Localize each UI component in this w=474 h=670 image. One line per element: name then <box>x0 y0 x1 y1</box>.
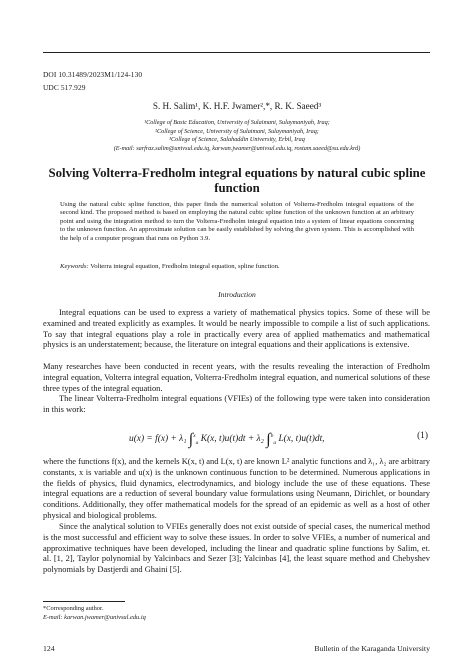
paragraph-1: Integral equations can be used to express a variety of mathematical physics topics. Some of these will be examined and treated explicitly as examples. It would be nearly impossible to compile a list of such applications. To say that integral equations play a role in practically every area of applied mathematics and mathematical physics is an understatement; because, the literature on integral equations and their applications is extensive. <box>43 307 430 350</box>
equation-lhs: u(x) = f(x) + λ₁ <box>129 434 187 444</box>
affiliation-2: ²College of Science, University of Sulaimani, Sulaymaniyah, Iraq; <box>155 127 319 135</box>
equation-term-1: K(x, t)u(t)dt + λ₂ <box>200 434 264 444</box>
keywords-label: Keywords: <box>60 263 89 270</box>
upper-limit-2: b <box>270 432 274 439</box>
paper-title: Solving Volterra-Fredholm integral equations by natural cubic spline function <box>48 166 426 195</box>
section-heading: Introduction <box>218 290 256 299</box>
affiliation-3: ³College of Science, Salahaddin University, Erbil, Iraq <box>169 136 305 143</box>
paragraph-3: The linear Volterra-Fredholm integral equations (VFIEs) of the following type were taken into consideration in this work: <box>43 393 430 414</box>
doi: DOI 10.31489/2023M1/124-130 <box>43 70 143 79</box>
integral-sign-1: ∫ <box>188 431 194 448</box>
paragraph-2: Many researches have been conducted in recent years, with the results revealing the interaction of Fredholm integral equation, Volterra integral equation, Volterra-Fredholm integral equation, and numerical solutions of these three types of the integral equation. <box>43 361 430 393</box>
footnote-rule <box>43 601 125 602</box>
equation-term-2: L(x, t)u(t)dt, <box>278 434 325 444</box>
equation-1 <box>43 422 430 452</box>
paragraph-5: Since the analytical solution to VFIEs generally does not exist outside of special cases, the numerical method is the most successful and efficient way to solve these issues. In order to solve VFIEs, a number of numerical and approximative techniques have been developed, including the linear and quadratic spline functions by Salim, et. al. [1, 2], Taylor polynomial by Yalcinbacs and Sezer [3]; Yalcinbas [4], the least square method and Chebyshev polynomials by Dastjerdi and Ghaini [5]. <box>43 521 430 575</box>
affiliation-1: ¹College of Basic Education, University of Sulaimani, Sulaymaniyah, Iraq; <box>144 119 330 126</box>
page-number: 124 <box>43 644 55 653</box>
udc: UDC 517.929 <box>43 83 86 92</box>
journal-name: Bulletin of the Karaganda University <box>314 644 430 653</box>
equation-number: (1) <box>417 431 428 441</box>
footnote-corresponding: *Corresponding author. <box>43 605 104 612</box>
integral-sign-2: ∫ <box>266 431 271 448</box>
keywords-text: Volterra integral equation, Fredholm integral equation, spline function. <box>88 263 280 270</box>
lower-limit-1: a <box>195 439 199 446</box>
keywords <box>60 263 414 270</box>
author-emails: (E-mail: sarfraz.salim@univsul.edu.iq, karwan.jwamer@univsul.edu.iq, rostam.saeed@su.edu.krd) <box>113 144 361 152</box>
equation-formula <box>129 431 325 449</box>
footnote-email: E-mail: karwan.jwamer@univsul.edu.iq <box>43 614 146 621</box>
paragraph-4: where the functions f(x), and the kernels K(x, t) and L(x, t) are known L² analytic functions and λ₁, λ₂ are arbitrary constants, x is variable and u(x) is the unknown continuous function to be determined. Numerous applications in the fields of physics, fluid dynamics, electrodynamics, and biology include the use of these equations. These integral equations are a reduction of several boundary value formulations using Neumann, Dirichlet, or boundary conditions. Additionally, they offer mathematical models for the spread of an epidemic as well as a host of other physical and biological problems. <box>43 456 431 520</box>
abstract: Using the natural cubic spline function, this paper finds the numerical solution of Volterra-Fredholm integral equations of the second kind. The proposed method is based on employing the natural cubic spline function of the unknown function at an arbitrary point and using the integration method to turn the Volterra-Fredholm integral equation into a system of linear equations concerning to the unknown function. An approximate solution can be easily established by solving the given system. This is accomplished with the help of a computer program that runs on Python 3.9. <box>60 201 414 242</box>
lower-limit-2: a <box>273 439 277 446</box>
authors: S. H. Salim¹, K. H.F. Jwamer²,*, R. K. Saeed³ <box>152 101 322 111</box>
upper-limit-1: x <box>193 432 196 439</box>
header-rule <box>43 52 430 53</box>
